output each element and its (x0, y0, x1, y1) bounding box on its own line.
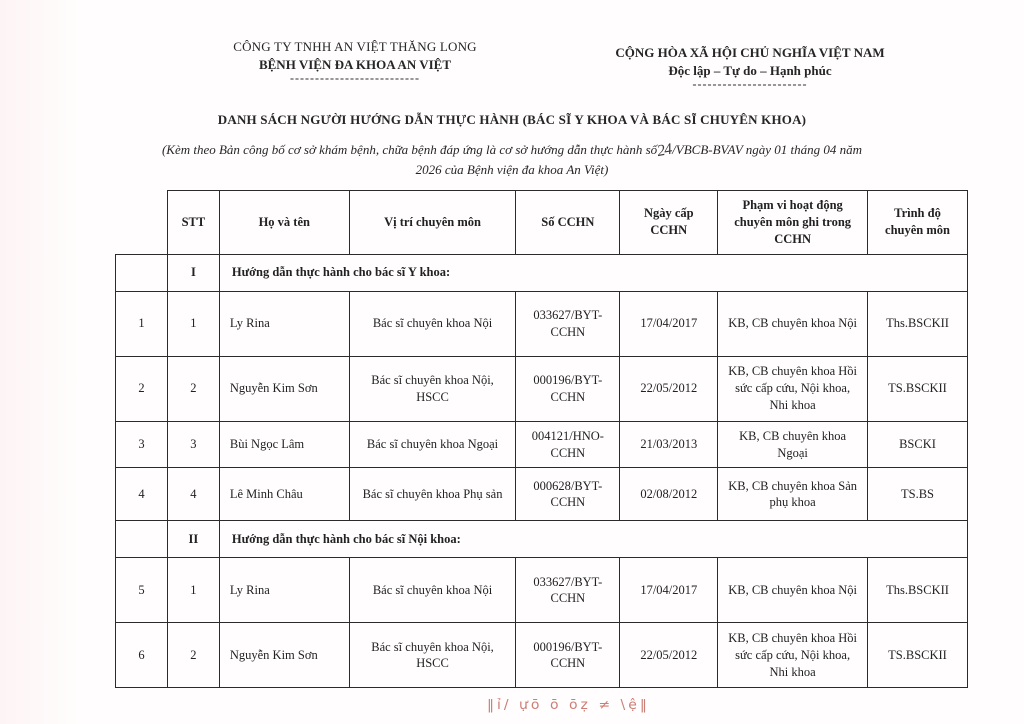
cell-cchn: 033627/BYT-CCHN (516, 291, 620, 356)
cell-stt: 1 (167, 558, 219, 623)
table-row (116, 356, 968, 421)
cell-no (116, 254, 168, 291)
cell-no: 2 (116, 356, 168, 421)
document-subtitle (80, 138, 944, 180)
cell-scope: KB, CB chuyên khoa Hồi sức cấp cứu, Nội khoa, Nhi khoa (718, 623, 868, 688)
header-col-stt: STT (167, 191, 219, 255)
subtitle-text-after: /VBCB-BVAV ngày 01 tháng 04 năm (672, 142, 863, 157)
header-col-blank (116, 191, 168, 255)
cell-section-numeral: I (167, 254, 219, 291)
subtitle-line2: 2026 của Bệnh viện đa khoa An Việt) (415, 162, 609, 178)
header-col-degree: Trình độ chuyên môn (868, 191, 968, 255)
cell-position: Bác sĩ chuyên khoa Nội (349, 558, 516, 623)
cell-stt: 1 (167, 291, 219, 356)
header-left-divider: -------------------------- (290, 71, 420, 86)
section-label: Hướng dẫn thực hành cho bác sĩ Nội khoa: (219, 521, 967, 558)
cell-cchn: 000196/BYT-CCHN (516, 356, 620, 421)
cell-cchn: 004121/HNO-CCHN (516, 421, 620, 468)
cell-date: 02/08/2012 (620, 468, 718, 521)
cell-position: Bác sĩ chuyên khoa Nội, HSCC (349, 356, 516, 421)
subtitle-text-before: (Kèm theo Bản công bố cơ sở khám bệnh, chữa bệnh đáp ứng là cơ sở hướng dẫn thực hành số (161, 142, 658, 157)
table-header-row (116, 191, 968, 255)
cell-position: Bác sĩ chuyên khoa Phụ sản (349, 468, 516, 521)
cell-name: Lê Minh Châu (219, 468, 349, 521)
cell-stt: 3 (167, 421, 219, 468)
table-row (116, 421, 968, 468)
cell-section-numeral: II (167, 521, 219, 558)
handwritten-number: 24 (655, 140, 673, 161)
cell-date: 22/05/2012 (620, 356, 718, 421)
cell-degree: TS.BSCKII (868, 623, 968, 688)
cell-position: Bác sĩ chuyên khoa Nội (349, 291, 516, 356)
cell-no: 3 (116, 421, 168, 468)
table-row (116, 558, 968, 623)
cell-degree: TS.BSCKII (868, 356, 968, 421)
header-col-date: Ngày cấp CCHN (620, 191, 718, 255)
cell-stt: 2 (167, 356, 219, 421)
document-title: DANH SÁCH NGƯỜI HƯỚNG DẪN THỰC HÀNH (BÁC SĨ Y KHOA VÀ BÁC SĨ CHUYÊN KHOA) (217, 112, 807, 127)
header-col-position: Vị trí chuyên môn (349, 191, 516, 255)
cell-no: 1 (116, 291, 168, 356)
cell-date: 21/03/2013 (620, 421, 718, 468)
cell-name: Bùi Ngọc Lâm (219, 421, 349, 468)
national-motto: Độc lập – Tự do – Hạnh phúc (668, 62, 832, 78)
cell-date: 22/05/2012 (620, 623, 718, 688)
cell-scope: KB, CB chuyên khoa Nội (718, 558, 868, 623)
section-label: Hướng dẫn thực hành cho bác sĩ Y khoa: (219, 254, 967, 291)
company-name: CÔNG TY TNHH AN VIỆT THĂNG LONG (233, 39, 477, 54)
cell-stt: 2 (167, 623, 219, 688)
cell-cchn: 033627/BYT-CCHN (516, 558, 620, 623)
national-title: CỘNG HÒA XÃ HỘI CHỦ NGHĨA VIỆT NAM (615, 45, 885, 60)
table-row (116, 468, 968, 521)
cell-cchn: 000628/BYT-CCHN (516, 468, 620, 521)
cell-degree: TS.BS (868, 468, 968, 521)
cell-degree: Ths.BSCKII (868, 291, 968, 356)
instructors-table (115, 190, 968, 688)
cell-name: Nguyễn Kim Sơn (219, 623, 349, 688)
cell-no: 4 (116, 468, 168, 521)
red-handwritten-mark: ‖ỉ/ ựō ō ōẓ ≠ \ệ‖ (487, 697, 650, 713)
cell-no: 6 (116, 623, 168, 688)
cell-name: Nguyễn Kim Sơn (219, 356, 349, 421)
header-right-divider: ----------------------- (692, 77, 808, 92)
cell-date: 17/04/2017 (620, 291, 718, 356)
national-motto-header (575, 44, 925, 90)
cell-date: 17/04/2017 (620, 558, 718, 623)
organization-header (175, 38, 535, 84)
cell-degree: Ths.BSCKII (868, 558, 968, 623)
table-row (116, 623, 968, 688)
cell-cchn: 000196/BYT-CCHN (516, 623, 620, 688)
hospital-name: BỆNH VIỆN ĐA KHOA AN VIỆT (258, 56, 452, 72)
cell-name: Ly Rina (219, 291, 349, 356)
section-row (116, 521, 968, 558)
cell-scope: KB, CB chuyên khoa Nội (718, 291, 868, 356)
cell-position: Bác sĩ chuyên khoa Nội, HSCC (349, 623, 516, 688)
cell-stt: 4 (167, 468, 219, 521)
section-row (116, 254, 968, 291)
cell-scope: KB, CB chuyên khoa Ngoại (718, 421, 868, 468)
cell-name: Ly Rina (219, 558, 349, 623)
table-row (116, 291, 968, 356)
cell-degree: BSCKI (868, 421, 968, 468)
cell-position: Bác sĩ chuyên khoa Ngoại (349, 421, 516, 468)
cell-scope: KB, CB chuyên khoa Sản phụ khoa (718, 468, 868, 521)
header-col-scope: Phạm vi hoạt động chuyên môn ghi trong CCHN (718, 191, 868, 255)
cell-no (116, 521, 168, 558)
header-col-name: Họ và tên (219, 191, 349, 255)
header-col-cchn: Số CCHN (516, 191, 620, 255)
cell-scope: KB, CB chuyên khoa Hồi sức cấp cứu, Nội khoa, Nhi khoa (718, 356, 868, 421)
cell-no: 5 (116, 558, 168, 623)
